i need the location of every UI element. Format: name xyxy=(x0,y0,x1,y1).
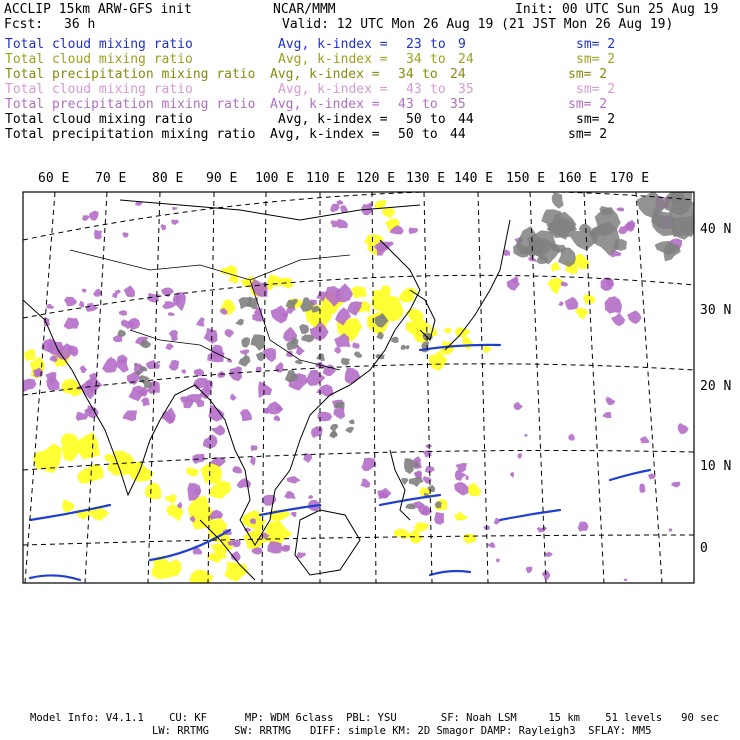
field-row-name: Total cloud mixing ratio xyxy=(5,37,193,52)
field-row-name: Total precipitation mixing ratio xyxy=(5,97,256,112)
purple-precip-area xyxy=(240,349,250,355)
purple-precip-area xyxy=(334,347,341,354)
purple-precip-area xyxy=(671,482,680,488)
yellow-cloud-area xyxy=(444,328,452,334)
map-frame xyxy=(23,192,694,583)
field-row-k2: 9 xyxy=(458,37,466,52)
gray-intense-area xyxy=(141,340,152,348)
purple-precip-area xyxy=(669,528,673,531)
purple-precip-area xyxy=(333,407,345,419)
lon-label: 100 E xyxy=(255,171,295,186)
purple-precip-area xyxy=(204,328,218,344)
gray-intense-area xyxy=(238,355,250,367)
lon-label: 110 E xyxy=(306,171,346,186)
purple-precip-area xyxy=(64,297,77,307)
purple-precip-area xyxy=(434,512,444,525)
purple-precip-area xyxy=(330,220,338,227)
purple-precip-area xyxy=(102,357,117,373)
purple-precip-area xyxy=(526,567,533,573)
yellow-cloud-area xyxy=(462,337,473,351)
purple-precip-area xyxy=(305,370,325,386)
purple-precip-area xyxy=(337,219,348,229)
field-row-sm: sm= 2 xyxy=(568,67,608,82)
coastline xyxy=(295,510,360,575)
yellow-cloud-area xyxy=(224,562,249,582)
field-row-avg: Avg, k-index = xyxy=(278,52,388,67)
yellow-cloud-area xyxy=(547,278,563,294)
purple-precip-area xyxy=(81,289,86,293)
purple-precip-area xyxy=(524,434,528,437)
purple-precip-area xyxy=(160,224,166,230)
field-row-avg: Avg, k-index = xyxy=(270,127,380,142)
field-row-name: Total cloud mixing ratio xyxy=(5,82,193,97)
gray-intense-area xyxy=(664,244,681,261)
lon-label: 80 E xyxy=(152,171,184,186)
purple-precip-area xyxy=(286,476,300,484)
purple-precip-area xyxy=(627,310,642,324)
purple-precip-area xyxy=(49,355,57,362)
model-info-line2: LW: RRTMG SW: RRTMG DIFF: simple KM: 2D Smagor DAMP: Rayleigh3 SFLAY: MM5 xyxy=(152,725,652,737)
lon-label: 90 E xyxy=(206,171,238,186)
blue-cloud-streak xyxy=(500,510,560,520)
field-row-avg: Avg, k-index = xyxy=(278,82,388,97)
init-time: Init: 00 UTC Sun 25 Aug 19 xyxy=(515,2,719,17)
purple-precip-area xyxy=(568,434,574,441)
field-row-k1: 34 xyxy=(398,67,414,82)
gray-intense-area xyxy=(256,352,265,362)
purple-precip-area xyxy=(496,558,500,562)
purple-precip-area xyxy=(141,397,150,406)
purple-precip-area xyxy=(345,368,361,384)
yellow-cloud-area xyxy=(394,529,411,540)
purple-precip-area xyxy=(561,281,568,286)
purple-precip-area xyxy=(93,288,102,296)
purple-precip-area xyxy=(565,297,579,310)
gray-intense-area xyxy=(330,430,337,437)
field-row-name: Total precipitation mixing ratio xyxy=(5,127,256,142)
field-row-to: to xyxy=(422,127,438,142)
gray-intense-area xyxy=(404,458,414,474)
lon-label: 140 E xyxy=(454,171,494,186)
yellow-cloud-area xyxy=(104,454,113,462)
purple-precip-area xyxy=(240,409,252,421)
purple-precip-area xyxy=(86,303,99,312)
purple-precip-area xyxy=(330,204,340,213)
purple-precip-area xyxy=(296,347,305,356)
yellow-cloud-area xyxy=(455,327,471,338)
purple-precip-area xyxy=(169,360,179,371)
purple-precip-area xyxy=(250,457,256,466)
blue-cloud-streak xyxy=(610,470,650,480)
center-label: NCAR/MMM xyxy=(273,2,336,17)
yellow-cloud-area xyxy=(61,433,78,446)
field-row-to: to xyxy=(430,52,446,67)
field-row-k1: 34 xyxy=(406,52,422,67)
field-row-sm: sm= 2 xyxy=(568,127,608,142)
gray-intense-area xyxy=(235,319,244,326)
field-row-sm: sm= 2 xyxy=(576,37,616,52)
field-row-name: Total precipitation mixing ratio xyxy=(5,67,256,82)
lat-lon-grid xyxy=(23,191,694,583)
purple-precip-area xyxy=(514,402,523,410)
latitude-line xyxy=(23,535,694,545)
lat-label: 10 N xyxy=(700,459,732,474)
purple-precip-area xyxy=(510,472,514,478)
purple-precip-area xyxy=(275,362,283,373)
lon-label: 150 E xyxy=(506,171,546,186)
purple-precip-area xyxy=(487,542,495,548)
coastline xyxy=(445,220,510,350)
lat-label: 20 N xyxy=(700,379,732,394)
purple-precip-area xyxy=(183,398,193,408)
purple-precip-area xyxy=(291,512,297,517)
purple-precip-area xyxy=(361,458,376,472)
field-row-avg: Avg, k-index = xyxy=(270,67,380,82)
gray-intense-area xyxy=(349,419,355,424)
purple-precip-area xyxy=(82,215,90,221)
purple-precip-area xyxy=(639,483,645,493)
lon-label: 70 E xyxy=(95,171,127,186)
gray-intense-area xyxy=(341,358,350,366)
lat-label: 30 N xyxy=(700,303,732,318)
field-row-name: Total cloud mixing ratio xyxy=(5,52,193,67)
purple-precip-area xyxy=(465,475,468,480)
purple-precip-area xyxy=(558,301,563,306)
purple-precip-area xyxy=(265,401,283,414)
purple-precip-area xyxy=(251,445,258,451)
model-info-line1: Model Info: V4.1.1 CU: KF MP: WDM 6class PBL: YSU SF: Noah LSM 15 km 51 levels 90 sec xyxy=(30,712,720,724)
purple-precip-area xyxy=(606,397,616,406)
gray-intense-area xyxy=(435,501,442,508)
field-row-k2: 24 xyxy=(458,52,474,67)
purple-precip-area xyxy=(94,230,102,240)
purple-precip-area xyxy=(168,312,176,316)
yellow-cloud-area xyxy=(575,308,588,320)
purple-precip-area xyxy=(162,407,176,422)
purple-precip-area xyxy=(47,304,55,309)
purple-precip-area xyxy=(602,412,611,418)
yellow-cloud-area xyxy=(454,512,468,521)
yellow-cloud-area xyxy=(164,494,176,504)
field-row-name: Total cloud mixing ratio xyxy=(5,112,193,127)
purple-precip-area xyxy=(172,207,177,211)
country-border xyxy=(70,250,350,280)
field-row-avg: Avg, k-index = xyxy=(278,112,388,127)
gray-intense-area xyxy=(241,337,250,348)
field-row-k1: 50 xyxy=(406,112,422,127)
purple-precip-area xyxy=(194,369,204,377)
purple-precip-area xyxy=(308,495,313,499)
purple-precip-area xyxy=(297,552,307,558)
purple-precip-area xyxy=(340,205,348,213)
yellow-cloud-area xyxy=(145,483,161,500)
purple-precip-area xyxy=(80,366,88,374)
yellow-cloud-area xyxy=(406,309,424,322)
yellow-cloud-area xyxy=(351,286,367,298)
purple-precip-area xyxy=(617,207,624,211)
gray-intense-area xyxy=(552,193,564,209)
field-row-k2: 35 xyxy=(450,97,466,112)
field-row-to: to xyxy=(430,82,446,97)
field-row-sm: sm= 2 xyxy=(568,97,608,112)
purple-precip-area xyxy=(79,301,85,308)
purple-precip-area xyxy=(605,296,623,313)
purple-precip-area xyxy=(225,329,235,338)
lat-label: 0 xyxy=(700,541,708,556)
gray-intense-area xyxy=(570,231,597,251)
gray-intense-area xyxy=(301,335,314,343)
valid-time: Valid: 12 UTC Mon 26 Aug 19 (21 JST Mon 26 Aug 19) xyxy=(282,17,674,32)
purple-precip-area xyxy=(335,283,353,302)
purple-precip-area xyxy=(678,423,689,434)
field-row-to: to xyxy=(430,112,446,127)
yellow-cloud-area xyxy=(186,467,199,477)
lon-label: 170 E xyxy=(610,171,650,186)
purple-precip-area xyxy=(517,453,521,459)
yellow-cloud-area xyxy=(189,570,213,587)
field-row-sm: sm= 2 xyxy=(576,82,616,97)
lon-label: 130 E xyxy=(406,171,446,186)
blue-cloud-streak xyxy=(430,571,470,575)
field-row-k2: 44 xyxy=(450,127,466,142)
yellow-cloud-area xyxy=(551,261,559,272)
purple-precip-area xyxy=(267,541,283,553)
purple-precip-area xyxy=(611,313,625,327)
lon-label: 60 E xyxy=(38,171,70,186)
purple-precip-area xyxy=(230,394,237,401)
gray-intense-area xyxy=(409,477,424,487)
purple-precip-area xyxy=(494,518,501,525)
blue-cloud-streak xyxy=(380,495,440,505)
purple-precip-area xyxy=(640,436,650,443)
yellow-cloud-area xyxy=(77,432,101,459)
purple-precip-area xyxy=(233,466,243,473)
blue-cloud-streak xyxy=(30,575,80,580)
field-row-k1: 50 xyxy=(398,127,414,142)
purple-precip-area xyxy=(624,579,628,582)
yellow-cloud-area xyxy=(399,288,415,303)
yellow-cloud-area xyxy=(467,483,482,496)
gray-intense-area xyxy=(157,361,161,364)
field-row-k1: 23 xyxy=(406,37,422,52)
gray-intense-area xyxy=(391,337,399,343)
purple-precip-area xyxy=(252,313,264,322)
field-row-k1: 43 xyxy=(398,97,414,112)
purple-precip-area xyxy=(504,249,511,256)
field-row-avg: Avg, k-index = xyxy=(278,37,388,52)
field-row-k2: 24 xyxy=(450,67,466,82)
yellow-cloud-area xyxy=(25,349,36,361)
yellow-cloud-area xyxy=(62,499,75,512)
purple-precip-area xyxy=(196,317,205,327)
gray-intense-area xyxy=(134,363,138,367)
purple-precip-area xyxy=(119,310,127,316)
purple-precip-area xyxy=(122,232,128,238)
purple-precip-area xyxy=(64,317,80,329)
purple-precip-area xyxy=(409,227,418,234)
field-row-to: to xyxy=(422,97,438,112)
purple-precip-area xyxy=(578,522,589,532)
field-row-avg: Avg, k-index = xyxy=(270,97,380,112)
field-row-sm: sm= 2 xyxy=(576,52,616,67)
purple-precip-area xyxy=(165,343,174,350)
gray-intense-area xyxy=(354,352,362,358)
purple-precip-area xyxy=(124,286,135,298)
gray-intense-area xyxy=(405,504,415,510)
purple-precip-area xyxy=(169,330,178,341)
field-row-k1: 43 xyxy=(406,82,422,97)
gray-intense-area xyxy=(346,427,355,433)
field-row-k2: 35 xyxy=(458,82,474,97)
field-row-to: to xyxy=(430,37,446,52)
purple-precip-area xyxy=(258,381,272,398)
purple-precip-area xyxy=(454,482,468,495)
forecast-label: Fcst: xyxy=(4,17,44,32)
purple-precip-area xyxy=(89,211,99,221)
field-row-k2: 44 xyxy=(458,112,474,127)
field-row-to: to xyxy=(422,67,438,82)
purple-precip-area xyxy=(210,425,225,436)
purple-precip-area xyxy=(262,495,276,506)
yellow-cloud-area xyxy=(207,552,228,563)
gray-intense-area xyxy=(250,335,265,351)
forecast-hour: 36 h xyxy=(64,17,96,32)
purple-precip-area xyxy=(455,470,467,481)
lon-label: 160 E xyxy=(558,171,598,186)
lon-label: 120 E xyxy=(356,171,396,186)
purple-precip-area xyxy=(181,369,186,374)
longitude-line xyxy=(478,192,488,583)
purple-precip-area xyxy=(601,278,614,291)
purple-precip-area xyxy=(122,410,137,421)
model-title: ACCLIP 15km ARW-GFS init xyxy=(4,2,192,17)
purple-precip-area xyxy=(542,527,547,531)
purple-precip-area xyxy=(175,292,186,311)
gray-intense-area xyxy=(299,324,309,334)
lat-label: 40 N xyxy=(700,222,732,237)
purple-precip-area xyxy=(237,478,251,488)
purple-precip-area xyxy=(171,219,179,224)
purple-precip-area xyxy=(46,377,59,391)
field-shading xyxy=(21,187,702,586)
longitude-line xyxy=(636,192,662,583)
purple-precip-area xyxy=(360,478,370,487)
purple-precip-area xyxy=(274,415,281,421)
field-row-sm: sm= 2 xyxy=(576,112,616,127)
purple-precip-area xyxy=(352,342,359,348)
coastline xyxy=(120,200,420,220)
